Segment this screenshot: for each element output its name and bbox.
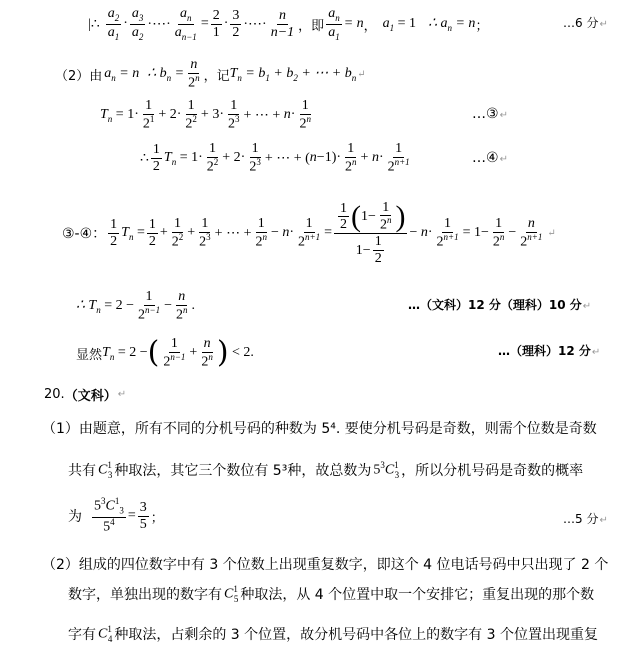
frac-an-an1: $\frac{a_n}{a_{n-1}}$ bbox=[174, 5, 197, 42]
p1-line2: 共有 $C^1_3$ 种取法，其它三个数位有 5³种，故总数为 $5^3C^1_3$ ，所以分机号码是奇数的概率 bbox=[68, 460, 584, 480]
frac-an-a1: $\frac{a_n}{a_1}$ bbox=[328, 5, 340, 42]
eq-line-an: |∴ $\frac{a_2}{a_1}$ · $\frac{a_3}{a_2}$ ·⋯· $\frac{a_n}{a_{n-1}}$ = $\frac{2}{1}$ · $\frac{3}{2}$ ·⋯· $\frac{n}{n-1}$ ，即 $\frac{a_n}{a_1}$ = n ， $a_1 = 1$ ∴ $a_n = n$ ； bbox=[88, 5, 489, 42]
q20-number: 20. bbox=[44, 386, 65, 402]
p1-line1: （1） 由题意，所有不同的分机号码的种数为 5⁴. 要使分机号码是奇数，则需个位数是奇数 bbox=[42, 421, 597, 437]
q20-heading: 20. （文科） ↵ bbox=[44, 386, 127, 404]
frac-n-2n: $\frac{n}{2^n}$ bbox=[188, 57, 200, 91]
eq-result: ∴ $T_n$ = 2 − $\frac{1}{2^{n-1}}$ − $\frac{n}{2^n}$ . bbox=[76, 289, 195, 323]
part2-label: （2）由 bbox=[55, 68, 103, 84]
score-result: …（文科）12 分（理科）10 分↵ bbox=[408, 298, 592, 312]
score-6: …6 分↵ bbox=[563, 16, 608, 30]
p1-line3: 为 $\frac{5^3C^1_3}{5^4}$ = $\frac{3}{5}$ ； bbox=[68, 496, 164, 535]
frac-n-n1: $\frac{n}{n-1}$ bbox=[270, 8, 295, 40]
score-5: …5 分↵ bbox=[563, 512, 608, 526]
eq-4: ∴ $\frac{1}{2}$ $T_n$ = 1· $\frac{1}{2^2}$ + 2· $\frac{1}{2^3}$ + ⋯ + ( n −1)· $\frac{1}{2^n}$ + n · $\frac{1}{2^{n+1}}$ bbox=[140, 141, 410, 175]
eq-3: $T_n$ = 1· $\frac{1}{2^1}$ + 2· $\frac{1}{2^2}$ + 3· $\frac{1}{2^3}$ + ⋯ + n · $\frac{1}{2^n}$ bbox=[100, 98, 311, 132]
score-obvious: …（理科）12 分↵ bbox=[498, 344, 601, 358]
p2-line3: 字有 $C^1_4$ 种取法，占剩余的 3 个位置，故分机号码中各位上的数字有 3 个位置出现重复 bbox=[68, 624, 598, 644]
obvious-label: 显然 bbox=[76, 347, 103, 363]
frac-3-2: $\frac{3}{2}$ bbox=[232, 8, 240, 40]
eq-diff: ③-④： $\frac{1}{2}$ $T_n$ = $\frac{1}{2}$ + $\frac{1}{2^2}$ + $\frac{1}{2^3}$ + ⋯ + $\frac{1}{2^n}$ − n · $\frac{1}{2^{n+1}}$ = $\frac{1}{2}$ ( 1− $\frac{1}{2^n}$ ) 1− $\frac{1}{2}$ − n · $\frac{1}{2^{n+1}}$ = 1− $\frac{1}{2^n}$ − $\frac{n}{2^{n+1}}$ ↵ bbox=[62, 199, 556, 266]
therefore-symbol: |∴ bbox=[88, 16, 100, 32]
p2-line1: （2） 组成的四位数字中有 3 个位数上出现重复数字，即这个 4 位电话号码中只出现了 2 个 bbox=[42, 557, 609, 573]
frac-a2-a1: $\frac{a_2}{a_1}$ bbox=[107, 5, 120, 42]
part2-intro: （2）由 $a_n = n$ ∴ $b_n$ = $\frac{n}{2^n}$ ，记 $T_n = b_1 + b_2$ + ⋯ + $b_n$ ↵ bbox=[55, 57, 366, 91]
frac-2-1: $\frac{2}{1}$ bbox=[212, 8, 220, 40]
geometric-sum-frac: $\frac{1}{2}$ ( 1− $\frac{1}{2^n}$ ) 1− $\frac{1}{2}$ bbox=[334, 200, 407, 266]
marker-eq4: …④↵ bbox=[472, 150, 508, 166]
q20-title: （文科） bbox=[64, 388, 117, 404]
text-ji: ，即 bbox=[298, 18, 325, 34]
p2-line2: 数字，单独出现的数字有 $C^1_5$ 种取法，从 4 个位置中取一个安排它；重复出现的那个数 bbox=[68, 584, 595, 604]
frac-a3-a2: $\frac{a_3}{a_2}$ bbox=[131, 5, 144, 42]
eq-obvious: 显然 $T_n$ = 2 − ( $\frac{1}{2^{n-1}}$ + $\frac{n}{2^n}$ ) < 2. bbox=[76, 335, 254, 370]
marker-eq3: …③↵ bbox=[472, 106, 508, 122]
diff-label: ③-④： bbox=[62, 226, 107, 242]
